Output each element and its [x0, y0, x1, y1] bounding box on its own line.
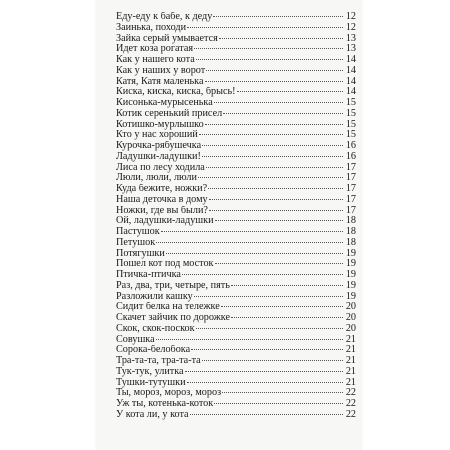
dot-leader [214, 403, 343, 404]
dot-leader [208, 188, 343, 189]
toc-entry [116, 55, 356, 66]
toc-entry [116, 23, 356, 34]
toc-entry-page-number: 21 [345, 377, 356, 388]
toc-entry-page-number: 18 [345, 227, 356, 237]
toc-entry-page-number: 12 [345, 22, 356, 33]
toc-entry-page-number: 14 [345, 65, 356, 76]
dot-leader [156, 242, 343, 243]
toc-entry [116, 270, 356, 281]
toc-entry [116, 109, 356, 120]
dot-leader [191, 349, 343, 350]
toc-entry-title: Заинька, походи [116, 22, 187, 33]
dot-leader [221, 306, 343, 307]
toc-entry-title: Наша деточка в дому [116, 194, 208, 205]
toc-entry-title: Скок, скок-поскок [116, 323, 195, 334]
dot-leader [156, 339, 343, 340]
toc-entry-title: Как у нашего кота [116, 55, 195, 65]
toc-entry-page-number: 21 [345, 345, 356, 356]
toc-entry-page-number: 19 [345, 259, 356, 270]
dot-leader [205, 81, 344, 82]
toc-entry-title: Катя, Катя маленька [116, 76, 204, 87]
toc-entry [116, 152, 356, 163]
toc-entry-title: Ножки, где вы были? [116, 205, 208, 216]
toc-entry [116, 206, 356, 217]
toc-entry [116, 12, 356, 23]
toc-entry [116, 130, 356, 141]
toc-entry-page-number: 21 [345, 334, 356, 345]
toc-entry-page-number: 18 [345, 237, 356, 248]
toc-entry [116, 66, 356, 77]
toc-entry-title: Сорока-белобока [116, 345, 191, 356]
dot-leader [213, 16, 343, 17]
toc-entry-page-number: 15 [345, 130, 356, 141]
toc-entry-title: Совушка [116, 334, 155, 345]
toc-entry-page-number: 15 [345, 119, 356, 130]
toc-entry-page-number: 14 [345, 87, 356, 98]
dot-leader [223, 113, 343, 114]
toc-entry-page-number: 15 [345, 98, 356, 108]
toc-entry [116, 378, 356, 389]
dot-leader [202, 156, 343, 157]
toc-entry-title: Еду-еду к бабе, к деду [116, 12, 213, 22]
toc-entry-title: Скачет зайчик по дорожке [116, 313, 230, 323]
table-of-contents [116, 12, 356, 421]
toc-entry [116, 313, 356, 324]
dot-leader [209, 199, 343, 200]
toc-entry [116, 44, 356, 55]
dot-leader [196, 328, 343, 329]
dot-leader [237, 91, 343, 92]
toc-entry-page-number: 18 [345, 216, 356, 227]
toc-entry [116, 324, 356, 335]
toc-entry [116, 388, 356, 399]
toc-entry [116, 163, 356, 174]
toc-entry-page-number: 13 [345, 44, 356, 55]
toc-entry-page-number: 20 [345, 323, 356, 334]
toc-entry [116, 227, 356, 238]
toc-entry-page-number: 19 [345, 270, 356, 280]
toc-entry [116, 335, 356, 346]
toc-entry [116, 292, 356, 303]
toc-entry-page-number: 19 [345, 291, 356, 302]
toc-entry [116, 77, 356, 88]
toc-entry-title: Идет коза рогатая [116, 44, 194, 55]
dot-leader [206, 70, 343, 71]
dot-leader [215, 263, 344, 264]
toc-entry-title: Тушки-тутушки [116, 377, 186, 388]
toc-entry-title: Кисонька-мурысенька [116, 98, 213, 108]
toc-entry-title: Курочка-рябушечка [116, 141, 202, 151]
toc-entry-page-number: 16 [345, 151, 356, 162]
toc-entry [116, 356, 356, 367]
toc-entry-title: Пошел кот под мосток [116, 259, 214, 270]
toc-entry-title: Птичка-птичка [116, 270, 181, 280]
toc-entry-page-number: 21 [345, 356, 356, 366]
dot-leader [231, 317, 343, 318]
toc-entry-page-number: 19 [345, 280, 356, 291]
toc-entry-page-number: 14 [345, 76, 356, 87]
toc-entry-page-number: 20 [345, 302, 356, 313]
toc-entry-page-number: 12 [345, 12, 356, 22]
toc-entry-title: Сидит белка на тележке [116, 302, 220, 313]
toc-entry [116, 259, 356, 270]
toc-entry-page-number: 20 [345, 313, 356, 323]
toc-entry-title: Люли, люли, люли [116, 173, 197, 184]
toc-entry [116, 184, 356, 195]
dot-leader [187, 382, 343, 383]
dot-leader [196, 59, 343, 60]
toc-entry-page-number: 15 [345, 108, 356, 119]
toc-entry-title: Лиса по лесу ходила [116, 162, 205, 173]
dot-leader [190, 414, 343, 415]
toc-entry-title: Потягушки [116, 248, 165, 259]
toc-entry [116, 173, 356, 184]
toc-entry [116, 141, 356, 152]
dot-leader [194, 48, 343, 49]
dot-leader [198, 177, 343, 178]
toc-entry-page-number: 16 [345, 141, 356, 151]
dot-leader [166, 253, 343, 254]
toc-entry [116, 302, 356, 313]
toc-entry [116, 367, 356, 378]
toc-entry-title: Ой, ладушки-ладушки [116, 216, 214, 227]
dot-leader [205, 124, 343, 125]
dot-leader [214, 102, 343, 103]
dot-leader [206, 167, 343, 168]
toc-entry-title: Раз, два, три, четыре, пять [116, 280, 230, 291]
dot-leader [187, 27, 343, 28]
toc-entry-title: Зайка серый умывается [116, 33, 218, 44]
toc-entry-title: Котишко-мурлышко [116, 119, 204, 130]
toc-entry [116, 281, 356, 292]
toc-entry-title: Ладушки-ладушки! [116, 151, 201, 162]
toc-entry-page-number: 14 [345, 55, 356, 65]
toc-entry [116, 399, 356, 410]
dot-leader [202, 145, 343, 146]
dot-leader [194, 296, 343, 297]
toc-entry [116, 98, 356, 109]
dot-leader [209, 210, 343, 211]
toc-entry-page-number: 17 [345, 194, 356, 205]
toc-entry-page-number: 17 [345, 184, 356, 194]
toc-entry-page-number: 21 [345, 366, 356, 377]
toc-entry-title: Кто у нас хороший [116, 130, 198, 141]
toc-entry-title: У кота ли, у кота [116, 409, 189, 420]
toc-entry [116, 120, 356, 131]
toc-entry [116, 410, 356, 421]
toc-entry [116, 249, 356, 260]
toc-entry [116, 195, 356, 206]
toc-entry-title: Разложили кашку [116, 291, 193, 302]
toc-entry [116, 345, 356, 356]
dot-leader [199, 134, 343, 135]
toc-entry-page-number: 22 [345, 399, 356, 409]
dot-leader [219, 38, 343, 39]
dot-leader [215, 220, 343, 221]
toc-entry [116, 216, 356, 227]
toc-entry-title: Котик серенький присел [116, 108, 223, 119]
toc-entry-page-number: 19 [345, 248, 356, 259]
toc-entry-title: Тра-та-та, тра-та-та [116, 356, 201, 366]
toc-entry-page-number: 22 [345, 409, 356, 420]
toc-entry-page-number: 17 [345, 162, 356, 173]
toc-entry-page-number: 17 [345, 205, 356, 216]
toc-entry-title: Ты, мороз, мороз, мороз [116, 388, 222, 399]
toc-entry-title: Куда бежите, ножки? [116, 184, 208, 194]
dot-leader [182, 274, 343, 275]
toc-entry [116, 87, 356, 98]
dot-leader [185, 371, 343, 372]
dot-leader [231, 285, 343, 286]
toc-entry [116, 238, 356, 249]
toc-entry-title: Пастушок [116, 227, 160, 237]
toc-entry-title: Уж ты, котенька-коток [116, 399, 214, 409]
dot-leader [202, 360, 343, 361]
toc-entry-title: Киска, киска, киска, брысь! [116, 87, 236, 98]
dot-leader [222, 392, 343, 393]
dot-leader [161, 231, 343, 232]
toc-entry [116, 34, 356, 45]
toc-entry-page-number: 17 [345, 173, 356, 184]
toc-entry-page-number: 13 [345, 33, 356, 44]
toc-entry-title: Петушок [116, 237, 156, 248]
toc-entry-title: Как у наших у ворот [116, 65, 206, 76]
toc-entry-page-number: 22 [345, 388, 356, 399]
toc-entry-title: Тук-тук, улитка [116, 366, 184, 377]
